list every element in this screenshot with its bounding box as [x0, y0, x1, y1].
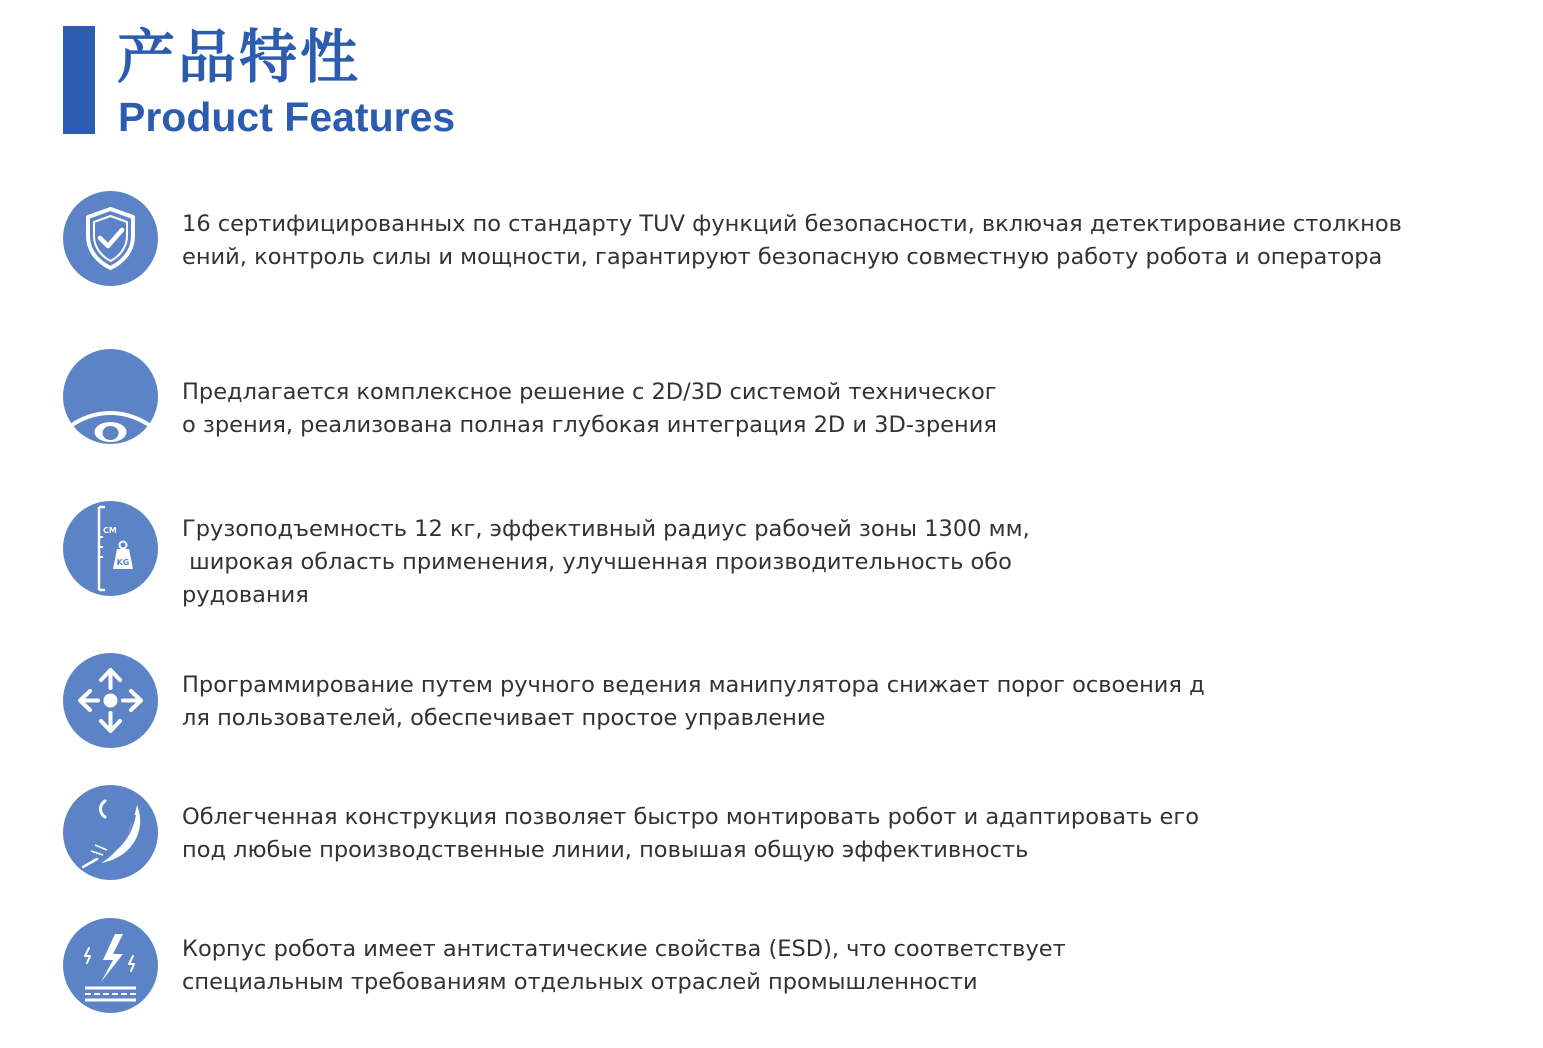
weight-payload-icon	[63, 501, 158, 596]
page-title-zh: 产品特性	[117, 23, 362, 91]
feature-description: Грузоподъемность 12 кг, эффективный радиус рабочей зоны 1300 мм, широкая область применения, улучшенная производительность обо рудования	[182, 516, 1030, 608]
feature-description: Программирование путем ручного ведения манипулятора снижает порог освоения д ля пользователей, обеспечивает простое управление	[182, 672, 1205, 731]
svg-text:KG: KG	[116, 558, 130, 567]
feature-description: Корпус робота имеет антистатические свойства (ESD), что соответствует специальным требованиям отдельных отраслей промышленности	[182, 936, 1066, 995]
move-arrows-icon	[63, 653, 158, 748]
feature-description: Предлагается комплексное решение с 2D/3D системой техническог о зрения, реализована полная глубокая интеграция 2D и 3D-зрения	[182, 379, 997, 438]
shield-check-icon	[63, 191, 158, 286]
header-accent-bar	[63, 26, 95, 134]
feature-description: Облегченная конструкция позволяет быстро монтировать робот и адаптировать его под любые производственные линии, повышая общую эффективность	[182, 804, 1199, 863]
eye-vision-icon	[63, 349, 158, 444]
feather-icon	[63, 785, 158, 880]
electrostatic-icon	[63, 918, 158, 1013]
svg-text:CM: CM	[103, 526, 117, 535]
page-title-en: Product Features	[118, 94, 456, 140]
feature-description: 16 сертифицированных по стандарту TUV функций безопасности, включая детектирование столкнов ений, контроль силы и мощности, гарантируют безопасную совместную работу робота и оператора	[182, 211, 1402, 270]
